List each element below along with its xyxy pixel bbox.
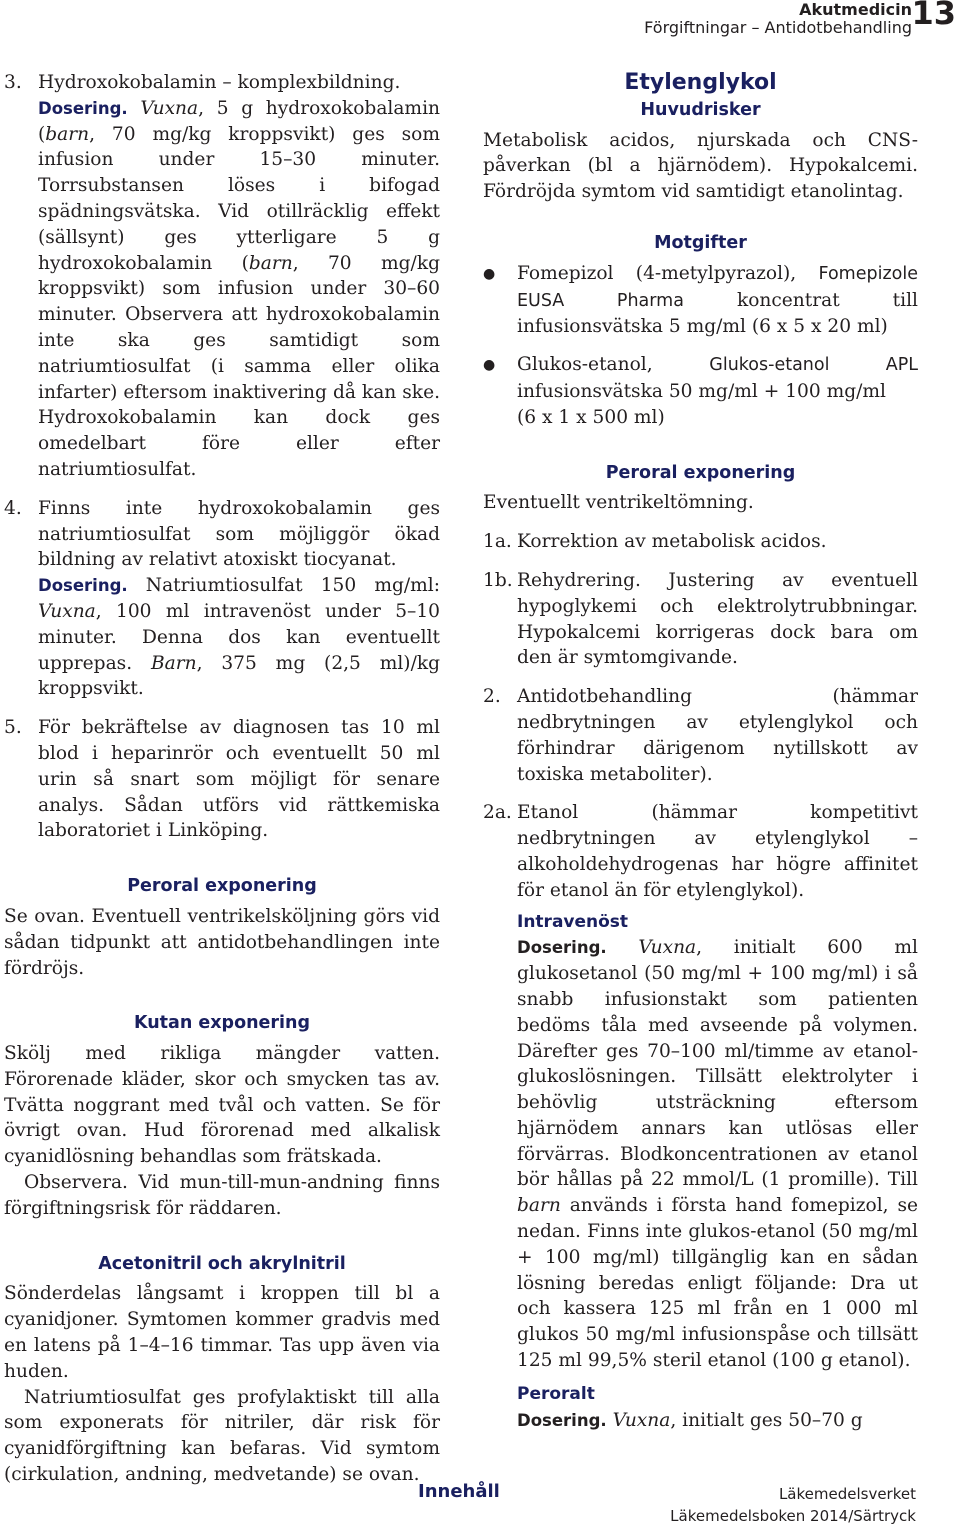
bullet-icon: ●	[483, 357, 496, 374]
body-text: Finns inte hydroxokobalamin ges natriumtiosulfat som möjliggör ökad bildning av relativt atoxiskt tiocyanat.	[38, 497, 440, 571]
sub-heading: Intravenöst	[517, 911, 629, 932]
left-column	[4, 70, 440, 1501]
list-item-3	[4, 70, 440, 483]
brand-name: Glukos-etanol APL	[709, 355, 919, 376]
list-item	[483, 261, 918, 340]
body-text: Fomepizol (4-metylpyrazol),	[517, 262, 819, 284]
list-item-body: För bekräftelse av diagnosen tas 10 ml blod i heparinrör och eventuellt 50 ml urin så snart som möjligt för senare analys. Sådan utförs vid rättkemiska laboratoriet i Linköping.	[38, 717, 440, 842]
section-heading: Motgifter	[654, 232, 747, 253]
list-number: 5.	[4, 717, 22, 739]
list-number: 2a.	[483, 802, 512, 824]
dosage-block	[517, 910, 918, 1434]
brand-name: Fomepizole EUSA Pharma	[517, 263, 918, 311]
paragraph: Sönderdelas långsamt i kroppen till bl a cyanidjoner. Symtomen kommer gradvis med en latens på 1–4–16 timmar. Tas upp även via huden.	[4, 1283, 440, 1382]
paragraph: Observera. Vid mun-till-mun-andning finns förgiftningsrisk för räddaren.	[4, 1172, 440, 1219]
list-item-body: Antidotbehandling (hämmar nedbrytningen av etylenglykol och förhindrar därigenom nytillskott av toxiska metaboliter).	[517, 686, 918, 785]
body-text: , 70 mg/kg kroppsvikt) som infusion under 30–60 minuter. Observera att hydroxokobalamin inte ska ges samtidigt som natriumtiosulfat (i samma eller olika infarter) eftersom inaktivering då kan ske. Hydroxokobalamin kan dock ges omedelbart före eller efter natriumtiosulfat.	[38, 252, 440, 480]
list-item-body	[38, 70, 440, 483]
paragraph	[517, 1408, 918, 1434]
page-number: 13	[911, 0, 956, 32]
italic-term: Vuxna	[612, 1409, 671, 1431]
list-item-body: Etanol (hämmar kompetitivt nedbrytningen av etylenglykol – alkoholdehydrogenas har högre affinitet för etanol än för etylenglykol).	[517, 802, 918, 901]
contents-link[interactable]: Innehåll	[418, 1481, 500, 1502]
body-text: , initialt 600 ml glukosetanol (50 mg/ml + 100 mg/ml) i så snabb infusionstakt som patienten bedöms tåla med avseende på volymen. Därefter ges 70–100 ml/timme av etanol-glukoslösningen. Tillsätt elektrolyter i behövlig utsträckning eftersom hjärnödem annars kan utlösas eller förvärras. Blodkoncentrationen av etanol bör hållas på 22 mmol/L (1 promille). Till	[517, 937, 918, 1191]
paragraph	[517, 935, 918, 1374]
italic-term: Barn	[150, 652, 197, 674]
paragraph: Metabolisk acidos, njurskada och CNS-påverkan (bl a hjärnödem). Hypokalcemi. Fördröjda symtom vid samtidigt etanolintag.	[483, 129, 918, 203]
italic-term: barn	[45, 123, 90, 145]
list-item-body: Korrektion av metabolisk acidos.	[517, 531, 827, 553]
section-heading: Acetonitril och akrylnitril	[98, 1253, 346, 1274]
publication-info	[670, 1483, 916, 1527]
running-header-subsection: Förgiftningar – Antidotbehandling	[644, 18, 912, 37]
section-heading: Peroral exponering	[605, 462, 796, 483]
paragraph: Skölj med rikliga mängder vatten. Förorenade kläder, skor och smycken tas av. Tvätta noggrant med tvål och vatten. Se för övrigt ovan. Hud förorenad med alkalisk cyanidlösning behandlas som frätskada.	[4, 1043, 440, 1168]
running-header-section: Akutmedicin	[799, 0, 912, 19]
paragraph: Natriumtiosulfat ges profylaktiskt till alla som exponerats för nitriler, där risk för cyanidförgiftning kan befaras. Vid symtom (cirkulation, andning, medvetande) se ovan.	[4, 1386, 440, 1486]
section-title: Etylenglykol	[624, 70, 777, 95]
list-item-5	[4, 715, 440, 844]
dosering-label: Dosering.	[517, 1410, 607, 1430]
bullet-icon: ●	[483, 265, 496, 282]
section-heading: Peroral exponering	[127, 876, 317, 897]
publisher: Läkemedelsverket	[778, 1485, 916, 1503]
body-text: Glukos-etanol,	[517, 354, 710, 376]
list-number: 1b.	[483, 569, 513, 591]
list-item-body	[38, 496, 440, 702]
publication: Läkemedelsboken 2014/Särtryck	[670, 1507, 916, 1525]
list-item-2	[483, 684, 918, 787]
list-item-2a	[483, 800, 918, 903]
section-heading: Kutan exponering	[133, 1013, 311, 1034]
body-text: , 5 g hydroxokobalamin (	[38, 97, 440, 145]
list-number: 4.	[4, 497, 22, 519]
italic-term: barn	[248, 252, 293, 274]
right-column	[483, 70, 918, 1433]
list-number: 2.	[483, 686, 501, 708]
italic-term: barn	[517, 1195, 561, 1217]
list-number: 1a.	[483, 531, 512, 553]
body-text: (6 x 1 x 500 ml)	[517, 406, 665, 428]
body-text: Natriumtiosulfat 150 mg/ml:	[127, 575, 440, 597]
item-title: Hydroxokobalamin – komplexbildning.	[38, 72, 401, 93]
list-item-1b	[483, 568, 918, 671]
section-heading: Huvudrisker	[640, 99, 761, 120]
dosering-label: Dosering.	[38, 576, 128, 596]
list-item	[483, 352, 918, 430]
list-item-body	[517, 261, 918, 340]
list-number: 3.	[4, 72, 22, 93]
list-item-4	[4, 496, 440, 702]
paragraph: Eventuellt ventrikeltömning.	[483, 492, 754, 514]
body-text: , 375 mg (2,5 ml)/kg kroppsvikt.	[38, 652, 440, 700]
list-item-1a	[483, 529, 918, 555]
body-text: , initialt ges 50–70 g	[670, 1409, 863, 1431]
paragraph: Se ovan. Eventuell ventrikelsköljning görs vid sådan tidpunkt att antidotbehandlingen inte fördröjs.	[4, 905, 440, 979]
list-item-body: Rehydrering. Justering av eventuell hypoglykemi och elektrolytrubbningar. Hypokalcemi korrigeras dock bara om den är symtomgivande.	[517, 569, 918, 669]
italic-term: Vuxna	[140, 97, 199, 119]
body-text: , 100 ml intravenöst under 5–10 minuter. Denna dos kan eventuellt upprepas.	[38, 600, 440, 674]
dosering-label: Dosering.	[38, 98, 128, 118]
dosering-label: Dosering.	[517, 938, 607, 958]
body-text: , 70 mg/kg kroppsvikt) ges som infusion under 15–30 minuter. Torrsubstansen löses i bifogad spädningsvätska. Vid otillräcklig effekt (sällsynt) ges ytterligare 5 g hydroxokobalamin (	[38, 123, 440, 274]
list-item-body	[517, 352, 918, 430]
sub-heading: Peroralt	[517, 1383, 595, 1404]
body-text: infusionsvätska 50 mg/ml + 100 mg/ml	[517, 380, 886, 402]
italic-term: Vuxna	[38, 600, 96, 622]
italic-term: Vuxna	[638, 937, 697, 959]
body-text: koncentrat till infusionsvätska 5 mg/ml (6 x 5 x 20 ml)	[517, 289, 918, 338]
body-text: används i första hand fomepizol, se nedan. Finns inte glukos-etanol (50 mg/ml + 100 mg/ml) tillgänglig kan en sådan lösning beredas enligt följande: Dra ut och kassera 125 ml från en 1 000 ml glukos 50 mg/ml infusionspåse och tillsätt 125 ml 99,5% steril etanol (100 g etanol).	[517, 1195, 918, 1372]
